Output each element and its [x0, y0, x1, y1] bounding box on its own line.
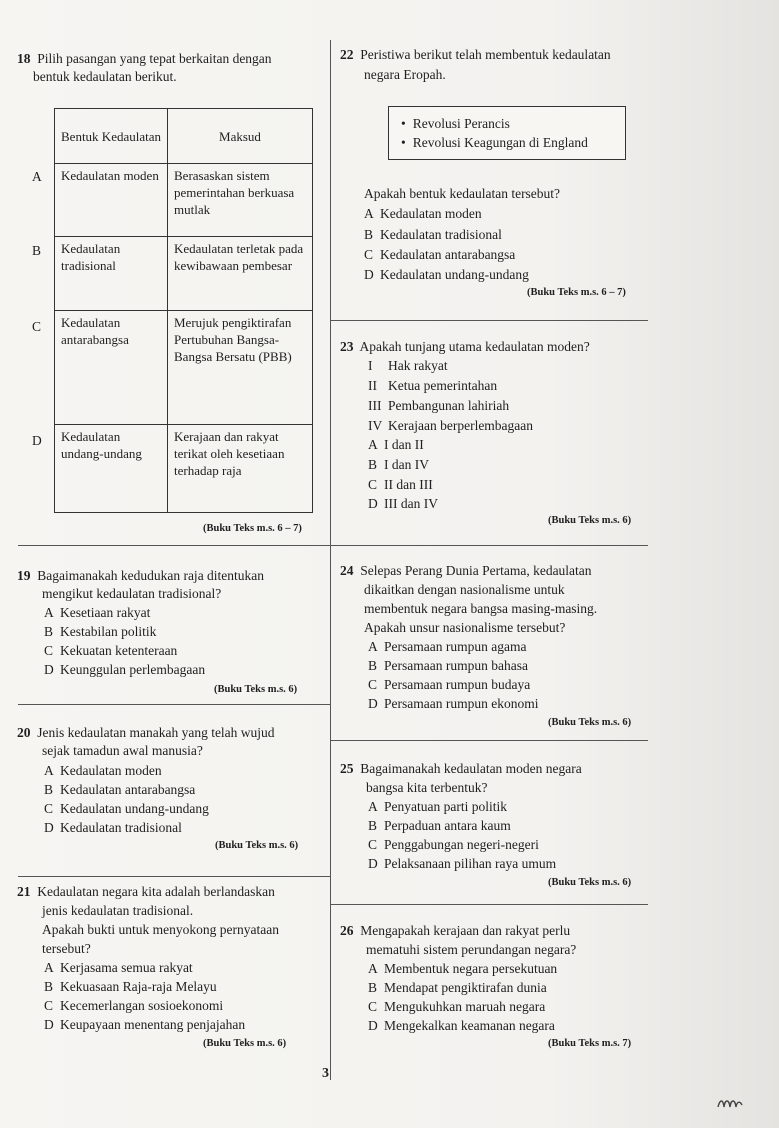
q21-option-b[interactable]: B Kekuasaan Raja-raja Melayu [44, 979, 217, 994]
q19-stem-line1: 19 Bagaimanakah kedudukan raja ditentukan [17, 568, 265, 583]
q23-option-a[interactable]: A I dan II [368, 437, 424, 452]
q18-header-bentuk: Bentuk Kedaulatan [55, 109, 168, 164]
q18-row-d-maksud: Kerajaan dan rakyat terikat oleh kesetiaan terhadap raja [168, 425, 313, 513]
section-divider-left-2 [18, 704, 330, 705]
q18-table [54, 108, 313, 513]
q22-option-a[interactable]: A Kedaulatan moden [364, 206, 482, 221]
q22-box-item-1: • Revolusi Perancis [401, 115, 510, 133]
q18-row-c-bentuk: Kedaulatan antarabangsa [55, 311, 168, 425]
q24-source: (Buku Teks m.s. 6) [548, 717, 632, 728]
q18-row-a-bentuk: Kedaulatan moden [55, 164, 168, 237]
q26-option-a[interactable]: A Membentuk negara persekutuan [368, 961, 558, 976]
q21-stem-line2: jenis kedaulatan tradisional. [42, 903, 194, 918]
q22-stem-line2: negara Eropah. [364, 67, 446, 82]
q20-option-b[interactable]: B Kedaulatan antarabangsa [44, 782, 196, 797]
section-divider-left-1 [18, 545, 330, 546]
section-divider-right-4 [330, 904, 648, 905]
section-divider-left-3 [18, 876, 330, 877]
q22-option-b[interactable]: B Kedaulatan tradisional [364, 227, 502, 242]
q21-stem-line3: Apakah bukti untuk menyokong pernyataan [42, 922, 279, 937]
q26-option-c[interactable]: C Mengukuhkan maruah negara [368, 999, 546, 1014]
q18-source: (Buku Teks m.s. 6 – 7) [203, 523, 302, 534]
q19-option-b[interactable]: B Kestabilan politik [44, 624, 157, 639]
q22-event-box [388, 106, 626, 160]
q22-box-item-2: • Revolusi Keagungan di England [401, 134, 588, 152]
q25-stem-line1: 25 Bagaimanakah kedaulatan moden negara [340, 761, 582, 776]
q20-option-a[interactable]: A Kedaulatan moden [44, 763, 162, 778]
q25-option-b[interactable]: B Perpaduan antara kaum [368, 818, 511, 833]
q21-option-a[interactable]: A Kerjasama semua rakyat [44, 960, 193, 975]
q26-option-d[interactable]: D Mengekalkan keamanan negara [368, 1018, 555, 1033]
q24-option-d[interactable]: D Persamaan rumpun ekonomi [368, 696, 539, 711]
q25-stem-line2: bangsa kita terbentuk? [366, 780, 488, 795]
q21-stem-line4: tersebut? [42, 941, 91, 956]
q23-stem: 23 Apakah tunjang utama kedaulatan moden? [340, 339, 590, 354]
q18-row-a-maksud: Berasaskan sistem pemerintahan berkuasa mutlak [168, 164, 313, 237]
q24-option-a[interactable]: A Persamaan rumpun agama [368, 639, 527, 654]
q18-row-letter-c: C [32, 319, 42, 334]
section-divider-right-2 [330, 545, 648, 546]
q21-option-d[interactable]: D Keupayaan menentang penjajahan [44, 1017, 246, 1032]
q20-stem-line2: sejak tamadun awal manusia? [42, 743, 203, 758]
q21-source: (Buku Teks m.s. 6) [203, 1038, 287, 1049]
q23-statement-i: I Hak rakyat [368, 358, 448, 373]
q18-row-a [55, 164, 313, 237]
q18-row-letter-b: B [32, 243, 42, 258]
q23-option-c[interactable]: C II dan III [368, 477, 433, 492]
page-number: 3 [322, 1066, 329, 1081]
q26-source: (Buku Teks m.s. 7) [548, 1038, 632, 1049]
q18-row-letter-d: D [32, 433, 42, 448]
q20-source: (Buku Teks m.s. 6) [215, 840, 299, 851]
q18-stem-line1: 18 Pilih pasangan yang tepat berkaitan dengan [17, 51, 272, 66]
handwritten-mark-icon [716, 1093, 746, 1118]
q24-stem-line1: 24 Selepas Perang Dunia Pertama, kedaulatan [340, 563, 592, 578]
q21-option-c[interactable]: C Kecemerlangan sosioekonomi [44, 998, 224, 1013]
q18-header-maksud: Maksud [168, 109, 313, 164]
q26-option-b[interactable]: B Mendapat pengiktirafan dunia [368, 980, 547, 995]
q24-stem-line3: membentuk negara bangsa masing-masing. [364, 601, 598, 616]
q25-option-d[interactable]: D Pelaksanaan pilihan raya umum [368, 856, 557, 871]
q18-row-b-bentuk: Kedaulatan tradisional [55, 237, 168, 311]
q24-stem-line2: dikaitkan dengan nasionalisme untuk [364, 582, 565, 597]
q26-stem-line2: mematuhi sistem perundangan negara? [366, 942, 577, 957]
q22-option-c[interactable]: C Kedaulatan antarabangsa [364, 247, 516, 262]
q19-stem-line2: mengikut kedaulatan tradisional? [42, 586, 222, 601]
q23-option-d[interactable]: D III dan IV [368, 496, 438, 511]
q19-source: (Buku Teks m.s. 6) [214, 684, 298, 695]
q18-row-d-bentuk: Kedaulatan undang-undang [55, 425, 168, 513]
q22-stem-line1: 22 Peristiwa berikut telah membentuk kedaulatan [340, 47, 611, 62]
section-divider-right-1 [330, 320, 648, 321]
q21-stem-line1: 21 Kedaulatan negara kita adalah berlandaskan [17, 884, 275, 899]
q18-row-b [55, 237, 313, 311]
q20-option-c[interactable]: C Kedaulatan undang-undang [44, 801, 209, 816]
q23-option-b[interactable]: B I dan IV [368, 457, 429, 472]
q18-row-b-maksud: Kedaulatan terletak pada kewibawaan pembesar [168, 237, 313, 311]
q23-statement-ii: II Ketua pemerintahan [368, 378, 498, 393]
q19-option-d[interactable]: D Keunggulan perlembagaan [44, 662, 206, 677]
q18-row-c [55, 311, 313, 425]
q19-option-a[interactable]: A Kesetiaan rakyat [44, 605, 151, 620]
q24-option-b[interactable]: B Persamaan rumpun bahasa [368, 658, 528, 673]
q24-stem-line4: Apakah unsur nasionalisme tersebut? [364, 620, 566, 635]
q25-source: (Buku Teks m.s. 6) [548, 877, 632, 888]
q18-row-c-maksud: Merujuk pengiktirafan Pertubuhan Bangsa-Bangsa Bersatu (PBB) [168, 311, 313, 425]
q19-option-c[interactable]: C Kekuatan ketenteraan [44, 643, 178, 658]
q18-row-letter-a: A [32, 169, 42, 184]
q18-table-header [55, 109, 313, 164]
q22-source: (Buku Teks m.s. 6 – 7) [527, 287, 626, 298]
q25-option-c[interactable]: C Penggabungan negeri-negeri [368, 837, 539, 852]
q24-option-c[interactable]: C Persamaan rumpun budaya [368, 677, 531, 692]
q23-source: (Buku Teks m.s. 6) [548, 515, 632, 526]
q18-row-d [55, 425, 313, 513]
q23-statement-iv: IV Kerajaan berperlembagaan [368, 418, 534, 433]
q20-option-d[interactable]: D Kedaulatan tradisional [44, 820, 182, 835]
q18-stem-line2: bentuk kedaulatan berikut. [33, 69, 177, 84]
column-divider [330, 40, 331, 1080]
section-divider-right-3 [330, 740, 648, 741]
q26-stem-line1: 26 Mengapakah kerajaan dan rakyat perlu [340, 923, 571, 938]
q22-option-d[interactable]: D Kedaulatan undang-undang [364, 267, 529, 282]
q20-stem-line1: 20 Jenis kedaulatan manakah yang telah wujud [17, 725, 275, 740]
q23-statement-iii: III Pembangunan lahiriah [368, 398, 510, 413]
q22-question: Apakah bentuk kedaulatan tersebut? [364, 186, 561, 201]
q25-option-a[interactable]: A Penyatuan parti politik [368, 799, 507, 814]
